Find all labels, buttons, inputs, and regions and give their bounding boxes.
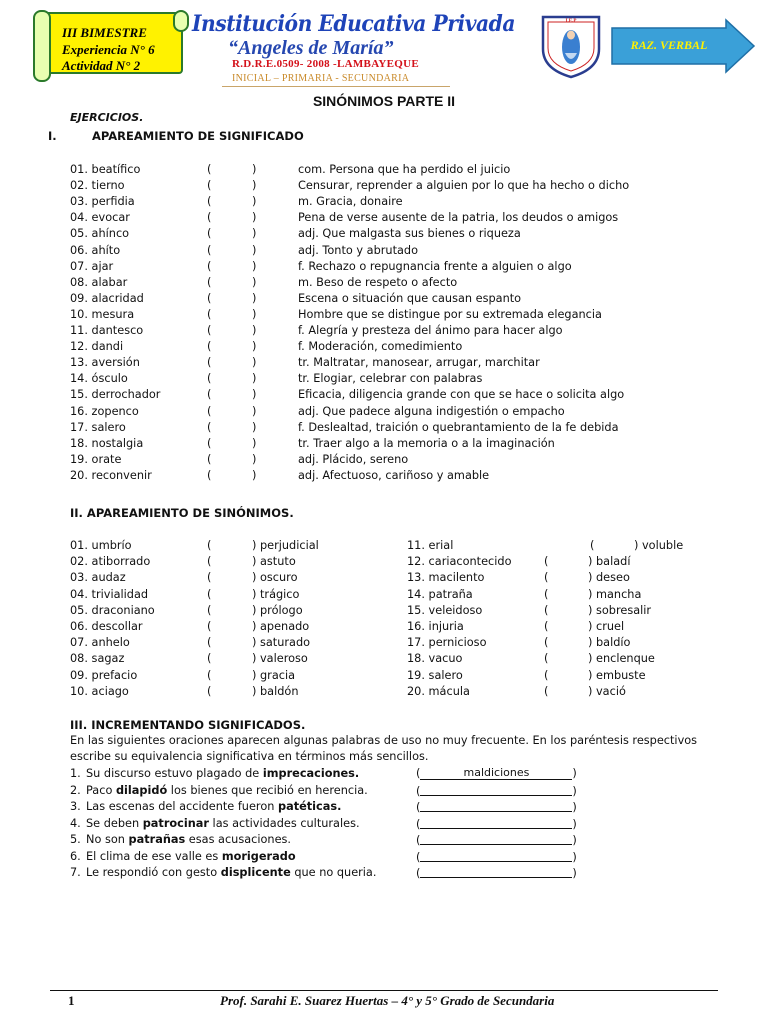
sentence-post: que no queria. (290, 866, 377, 879)
synonym-option: ) deseo (588, 571, 630, 585)
section-1-number: I. (48, 129, 57, 143)
synonym-option: ) apenado (252, 620, 310, 633)
answer-close-paren: ) (252, 436, 257, 450)
answer-blank[interactable] (416, 865, 577, 882)
matching-word: 06. ahíto (70, 243, 121, 257)
sentence-number: 5. (70, 833, 81, 846)
section-3-heading: III. INCREMENTANDO SIGNIFICADOS. (70, 718, 306, 732)
page-title: SINÓNIMOS PARTE II (312, 93, 456, 109)
answer-open-paren: ( (416, 817, 421, 831)
synonym-word: 18. vacuo (407, 652, 463, 666)
answer-line[interactable] (420, 799, 572, 812)
matching-row (70, 371, 720, 387)
matching-word: 07. ajar (70, 259, 114, 273)
synonym-word: 08. sagaz (70, 652, 125, 666)
answer-blank[interactable] (416, 832, 577, 849)
synonym-option: ) oscuro (252, 571, 298, 585)
answer-open-paren: ( (544, 555, 549, 569)
answer-open-paren: ( (544, 587, 549, 601)
synonym-word: 13. macilento (407, 571, 485, 585)
matching-definition: f. Moderación, comedimiento (298, 340, 463, 354)
sentence-text (86, 783, 368, 799)
section-3-intro-line-2: escribe su equivalencia significativa en términos más sencillos. (70, 750, 429, 763)
sentence-pre: El clima de ese valle es (86, 849, 222, 863)
matching-definition: Hombre que se distingue por su extremada elegancia (298, 307, 602, 321)
matching-definition: adj. Que malgasta sus bienes o riqueza (298, 227, 521, 241)
section-1-title: APAREAMIENTO DE SIGNIFICADO (92, 129, 304, 143)
answer-open-paren: ( (544, 603, 549, 617)
sentence-row (70, 816, 720, 832)
answer-close-paren: ) (572, 850, 577, 864)
answer-open-paren: ( (207, 259, 212, 273)
answer-close-paren: ) (572, 767, 577, 780)
synonym-word: 09. prefacio (70, 668, 138, 682)
sentence-text (86, 799, 341, 815)
section-1-heading (48, 129, 304, 143)
matching-definition: tr. Traer algo a la memoria o a la imaginación (298, 436, 555, 450)
answer-open-paren: ( (207, 452, 212, 466)
sentence-pre: Paco (86, 783, 116, 797)
synonym-row (70, 538, 720, 554)
answer-blank[interactable] (416, 849, 577, 866)
matching-row (70, 243, 720, 259)
answer-open-paren: ( (207, 436, 212, 450)
matching-row (70, 355, 720, 371)
sentence-number: 6. (70, 849, 81, 863)
answer-close-paren: ) (252, 372, 257, 386)
subject-label: RAZ. VERBAL (630, 38, 708, 52)
answer-open-paren: ( (207, 243, 212, 257)
answer-close-paren: ) (252, 452, 257, 466)
synonym-word: 01. umbrío (70, 539, 132, 552)
sentence-text (86, 832, 291, 848)
synonym-row (70, 635, 720, 651)
sentence-row (70, 766, 720, 782)
sentence-target-word: displicente (220, 866, 291, 879)
sentence-pre: Se deben (86, 816, 143, 830)
answer-open-paren: ( (544, 620, 549, 633)
synonym-row (70, 570, 720, 586)
answer-close-paren: ) (572, 834, 577, 847)
synonym-word: 02. atiborrado (70, 555, 151, 569)
answer-close-paren: ) (252, 259, 257, 273)
synonym-word: 10. aciago (70, 684, 129, 698)
synonym-row (70, 554, 720, 570)
sentence-post: las actividades culturales. (208, 816, 360, 830)
answer-open-paren: ( (207, 227, 212, 241)
answer-close-paren: ) (252, 420, 257, 434)
synonym-option: ) baldío (588, 636, 631, 650)
answer-open-paren: ( (416, 784, 421, 798)
sentence-text (86, 849, 296, 865)
matching-definition: tr. Elogiar, celebrar con palabras (298, 372, 483, 386)
sentence-target-word: morigerado (221, 849, 296, 863)
answer-open-paren: ( (207, 652, 212, 666)
answer-open-paren: ( (207, 179, 212, 193)
matching-word: 09. alacridad (70, 291, 144, 305)
answer-close-paren: ) (252, 291, 257, 305)
answer-open-paren: ( (207, 324, 212, 337)
answer-open-paren: ( (544, 668, 549, 682)
matching-word: 20. reconvenir (70, 468, 152, 482)
answer-open-paren: ( (207, 291, 212, 305)
answer-open-paren: ( (207, 372, 212, 386)
page-number: 1 (68, 993, 75, 1008)
matching-word: 11. dantesco (70, 324, 144, 337)
footer-divider (50, 990, 718, 991)
answer-open-paren: ( (207, 388, 212, 402)
matching-definition: m. Beso de respeto o afecto (298, 275, 458, 289)
institution-levels: INICIAL – PRIMARIA - SECUNDARIA (232, 73, 410, 84)
answer-close-paren: ) (252, 227, 257, 241)
answer-close-paren: ) (252, 340, 257, 354)
matching-definition: Censurar, reprender a alguien por lo que ha hecho o dicho (298, 179, 630, 193)
matching-row (70, 323, 720, 339)
answer-line[interactable] (420, 865, 572, 878)
answer-open-paren: ( (416, 850, 421, 864)
institution-name: Institución Educativa Privada (192, 11, 516, 37)
answer-open-paren: ( (207, 571, 212, 585)
matching-word: 10. mesura (70, 307, 135, 321)
answer-open-paren: ( (207, 404, 212, 418)
answer-open-paren: ( (207, 275, 212, 289)
institution-subtitle: “Angeles de María” (228, 37, 394, 59)
synonym-word: 07. anhelo (70, 636, 130, 650)
synonym-word: 06. descollar (70, 620, 143, 633)
activity-label: Actividad N° 2 (62, 58, 141, 73)
matching-word: 19. orate (70, 452, 122, 466)
example-answer: maldiciones (463, 766, 530, 779)
sentence-pre: Su discurso estuvo plagado de (86, 767, 263, 780)
answer-open-paren: ( (207, 636, 212, 650)
answer-open-paren: ( (207, 587, 212, 601)
synonym-row (70, 668, 720, 684)
matching-row (70, 452, 720, 468)
sentence-pre: Las escenas del accidente fueron (86, 800, 278, 813)
answer-open-paren: ( (207, 340, 212, 354)
answer-close-paren: ) (252, 307, 257, 321)
sentence-row (70, 783, 720, 799)
synonym-word: 20. mácula (407, 684, 470, 698)
matching-row (70, 162, 720, 178)
answer-open-paren: ( (590, 539, 595, 552)
matching-word: 16. zopenco (70, 404, 139, 418)
synonym-option: ) enclenque (588, 652, 655, 666)
matching-definition: Pena de verse ausente de la patria, los deudos o amigos (298, 211, 619, 225)
answer-open-paren: ( (207, 211, 212, 225)
answer-close-paren: ) (252, 179, 257, 193)
scroll-curl-right (173, 10, 189, 32)
matching-row (70, 420, 720, 436)
matching-row (70, 468, 720, 484)
sentence-number: 2. (70, 783, 81, 797)
school-crest-icon (540, 13, 602, 79)
sentence-target-word: patrañas (128, 833, 186, 846)
matching-definition: tr. Maltratar, manosear, arrugar, marchitar (298, 356, 540, 370)
answer-blank[interactable] (416, 816, 577, 833)
matching-definition: m. Gracia, donaire (298, 195, 403, 209)
matching-row (70, 291, 720, 307)
answer-open-paren: ( (207, 356, 212, 370)
sentence-pre: Le respondió con gesto (86, 866, 221, 879)
synonym-option: ) gracia (252, 668, 296, 682)
matching-word: 13. aversión (70, 356, 140, 370)
matching-word: 04. evocar (70, 211, 130, 225)
matching-word: 01. beatífico (70, 163, 141, 176)
answer-line[interactable] (420, 832, 572, 845)
synonym-row (70, 684, 720, 700)
matching-word: 05. ahínco (70, 227, 130, 241)
answer-open-paren: ( (544, 636, 549, 650)
answer-open-paren: ( (207, 684, 212, 698)
matching-definition: adj. Que padece alguna indigestión o empacho (298, 404, 565, 418)
synonym-option: ) vació (588, 684, 626, 698)
answer-open-paren: ( (207, 195, 212, 209)
synonym-option: ) trágico (252, 587, 300, 601)
matching-row (70, 259, 720, 275)
matching-row (70, 194, 720, 210)
synonym-word: 04. trivialidad (70, 587, 149, 601)
sentence-target-word: patéticas. (277, 800, 342, 813)
matching-word: 15. derrochador (70, 388, 161, 402)
sentence-text (86, 766, 359, 782)
answer-close-paren: ) (252, 195, 257, 209)
exercises-label: EJERCICIOS. (70, 111, 144, 124)
svg-text:I.E.P: I.E.P (565, 19, 577, 24)
institution-resolution: R.D.R.E.0509- 2008 -LAMBAYEQUE (232, 58, 420, 70)
matching-word: 08. alabar (70, 275, 128, 289)
synonym-word: 19. salero (407, 668, 463, 682)
synonym-row (70, 619, 720, 635)
section-3-intro-line-1: En las siguientes oraciones aparecen algunas palabras de uso no muy frecuente. En los paréntesis respectivos (70, 734, 698, 747)
matching-definition: Escena o situación que causan espanto (298, 291, 522, 305)
answer-line[interactable] (420, 816, 572, 829)
section-2-list (70, 538, 720, 702)
answer-blank[interactable] (416, 799, 577, 816)
answer-line[interactable] (420, 767, 572, 780)
synonym-option: ) cruel (588, 620, 625, 633)
synonym-word: 11. erial (407, 539, 454, 552)
answer-blank[interactable] (416, 766, 577, 782)
matching-row (70, 404, 720, 420)
sentence-text (86, 816, 360, 832)
answer-close-paren: ) (572, 867, 577, 880)
sentence-row (70, 849, 720, 865)
matching-row (70, 387, 720, 403)
answer-close-paren: ) (572, 817, 577, 831)
matching-row (70, 275, 720, 291)
answer-close-paren: ) (252, 275, 257, 289)
synonym-word: 12. cariacontecido (407, 555, 512, 569)
matching-word: 12. dandi (70, 340, 124, 354)
synonym-row (70, 603, 720, 619)
matching-word: 18. nostalgia (70, 436, 144, 450)
section-1-list (70, 162, 720, 492)
synonym-option: ) astuto (252, 555, 296, 569)
answer-close-paren: ) (572, 784, 577, 798)
matching-row (70, 307, 720, 323)
synonym-option: ) prólogo (252, 603, 303, 617)
scroll-curl-left (33, 10, 51, 82)
synonym-word: 14. patraña (407, 587, 473, 601)
synonym-option: ) perjudicial (252, 539, 319, 552)
sentence-row (70, 865, 720, 881)
matching-word: 14. ósculo (70, 372, 128, 386)
answer-open-paren: ( (207, 468, 212, 482)
answer-close-paren: ) (252, 388, 257, 402)
answer-open-paren: ( (544, 652, 549, 666)
sentence-target-word: patrocinar (142, 816, 209, 830)
answer-close-paren: ) (252, 243, 257, 257)
matching-definition: f. Alegría y presteza del ánimo para hacer algo (298, 324, 563, 337)
synonym-option: ) embuste (588, 668, 646, 682)
period-label: III BIMESTRE (62, 25, 147, 40)
matching-definition: adj. Plácido, sereno (298, 452, 409, 466)
answer-close-paren: ) (252, 163, 257, 176)
synonym-option: ) voluble (634, 539, 684, 552)
sentence-number: 7. (70, 866, 81, 879)
period-banner (40, 12, 183, 74)
sentence-number: 4. (70, 816, 81, 830)
synonym-word: 15. veleidoso (407, 603, 483, 617)
matching-row (70, 436, 720, 452)
synonym-option: ) sobresalir (588, 603, 652, 617)
answer-open-paren: ( (416, 801, 421, 814)
matching-row (70, 226, 720, 242)
footer-author: Prof. Sarahi E. Suarez Huertas – 4° y 5° Grado de Secundaria (220, 993, 555, 1008)
matching-definition: adj. Afectuoso, cariñoso y amable (298, 468, 490, 482)
answer-open-paren: ( (416, 767, 421, 780)
answer-open-paren: ( (544, 684, 549, 698)
answer-open-paren: ( (207, 163, 212, 176)
synonym-word: 05. draconiano (70, 603, 155, 617)
matching-definition: com. Persona que ha perdido el juicio (298, 163, 511, 176)
matching-definition: f. Deslealtad, traición o quebrantamiento de la fe debida (298, 420, 619, 434)
sentence-target-word: imprecaciones. (262, 767, 360, 780)
synonym-option: ) mancha (588, 587, 642, 601)
section-3-list (70, 766, 720, 886)
matching-row (70, 178, 720, 194)
synonym-row (70, 587, 720, 603)
answer-close-paren: ) (252, 404, 257, 418)
answer-blank[interactable] (416, 783, 577, 800)
synonym-word: 17. pernicioso (407, 636, 487, 650)
institution-divider (222, 86, 450, 87)
sentence-number: 1. (70, 767, 81, 780)
experience-label: Experiencia N° 6 (62, 42, 155, 57)
matching-word: 03. perfidia (70, 195, 135, 209)
matching-row (70, 339, 720, 355)
answer-open-paren: ( (416, 867, 421, 880)
synonym-option: ) saturado (252, 636, 311, 650)
synonym-option: ) baldón (252, 684, 299, 698)
answer-open-paren: ( (207, 555, 212, 569)
section-2-heading: II. APAREAMIENTO DE SINÓNIMOS. (70, 506, 294, 520)
answer-close-paren: ) (572, 801, 577, 814)
sentence-pre: No son (86, 833, 129, 846)
synonym-word: 16. injuria (407, 620, 464, 633)
sentence-post: los bienes que recibió en herencia. (167, 783, 368, 797)
sentence-text (86, 865, 376, 881)
answer-open-paren: ( (207, 668, 212, 682)
synonym-row (70, 651, 720, 667)
answer-line[interactable] (420, 783, 572, 796)
answer-open-paren: ( (207, 620, 212, 633)
synonym-option: ) baladí (588, 555, 631, 569)
sentence-post: esas acusaciones. (185, 833, 291, 846)
sentence-target-word: dilapidó (115, 783, 168, 797)
answer-open-paren: ( (416, 834, 421, 847)
answer-open-paren: ( (207, 420, 212, 434)
sentence-row (70, 832, 720, 848)
matching-definition: Eficacia, diligencia grande con que se hace o solicita algo (298, 388, 625, 402)
matching-row (70, 210, 720, 226)
answer-line[interactable] (420, 849, 572, 862)
answer-close-paren: ) (252, 211, 257, 225)
answer-close-paren: ) (252, 324, 257, 337)
answer-close-paren: ) (252, 356, 257, 370)
sentence-row (70, 799, 720, 815)
answer-open-paren: ( (207, 307, 212, 321)
matching-word: 02. tierno (70, 179, 125, 193)
answer-open-paren: ( (207, 603, 212, 617)
sentence-number: 3. (70, 800, 81, 813)
synonym-word: 03. audaz (70, 571, 126, 585)
matching-definition: f. Rechazo o repugnancia frente a alguien o algo (298, 259, 572, 273)
matching-definition: adj. Tonto y abrutado (298, 243, 419, 257)
answer-open-paren: ( (207, 539, 212, 552)
answer-open-paren: ( (544, 571, 549, 585)
matching-word: 17. salero (70, 420, 126, 434)
synonym-option: ) valeroso (252, 652, 308, 666)
answer-close-paren: ) (252, 468, 257, 482)
